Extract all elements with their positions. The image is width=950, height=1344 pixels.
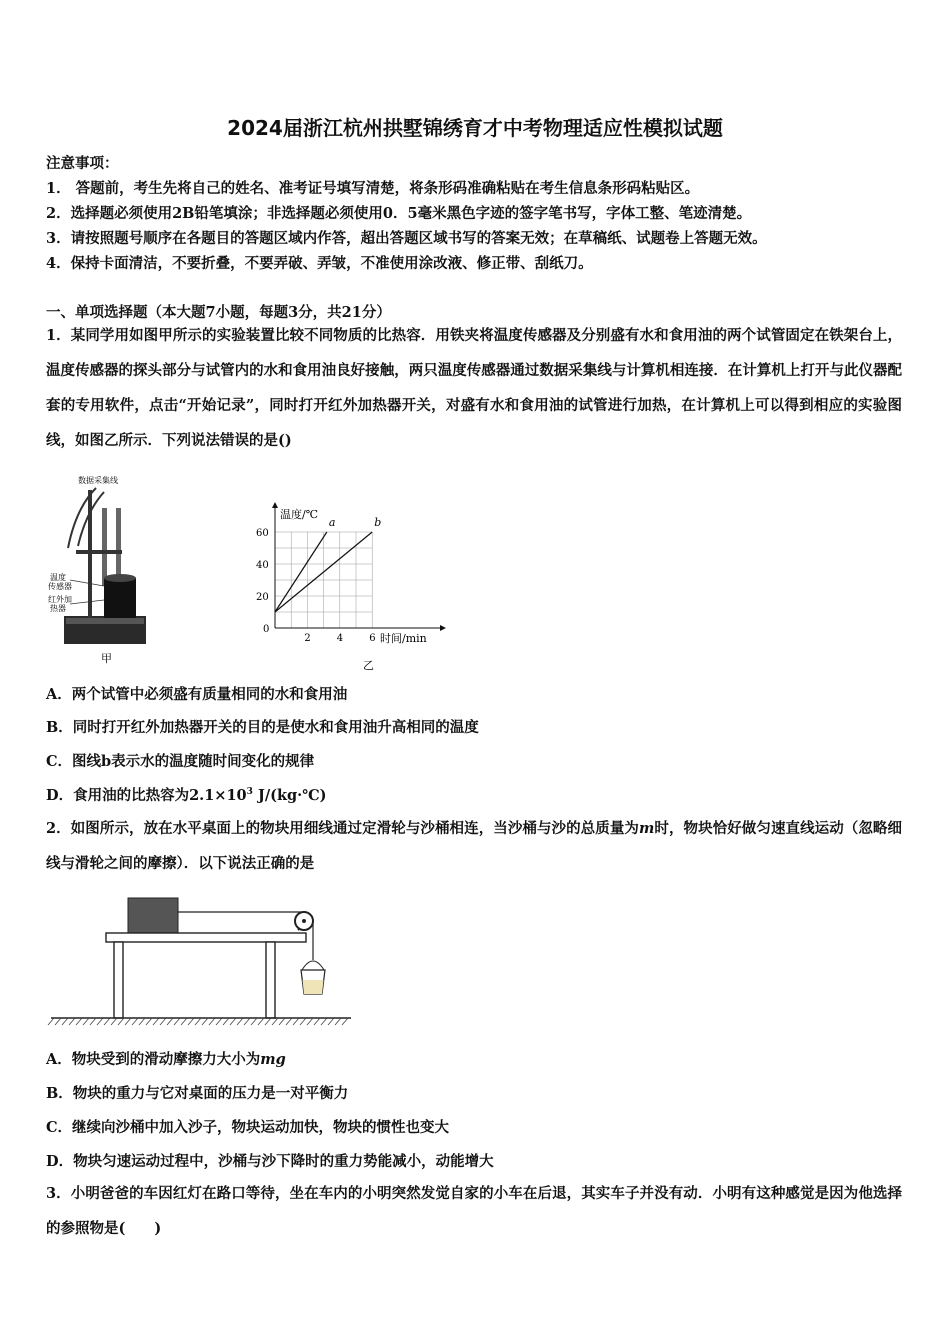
option-d: D．食用油的比热容为$2.1\times 10^3$ J/(kg·℃) (46, 787, 327, 804)
ground-hatch (167, 1018, 173, 1025)
ground-hatch (328, 1018, 334, 1025)
ground-hatch (209, 1018, 215, 1025)
ground-hatch (125, 1018, 131, 1025)
question-3-stem: 3．小明爸爸的车因红灯在路口等待，坐在车内的小明突然发觉自家的小车在后退，其实车子并没有动．小明有这种感觉是因为他选择的参照物是( ) (46, 1185, 902, 1237)
notice-heading: 注意事项： (46, 155, 119, 172)
heater (104, 578, 136, 618)
x-tick-label: 6 (369, 633, 376, 644)
ground-hatch (321, 1018, 327, 1025)
x-tick-label: 2 (304, 633, 311, 644)
ground-hatch (251, 1018, 257, 1025)
origin-label: 0 (263, 624, 270, 635)
option-b: B．物块的重力与它对桌面的压力是一对平衡力 (46, 1085, 349, 1102)
ground-hatch (111, 1018, 117, 1025)
ground-hatch (335, 1018, 341, 1025)
ground-hatch (132, 1018, 138, 1025)
ground-hatch (69, 1018, 75, 1025)
table-leg (266, 942, 275, 1018)
ground-hatch (153, 1018, 159, 1025)
ground-hatch (160, 1018, 166, 1025)
figure-caption: 乙 (363, 659, 374, 672)
y-tick-label: 40 (256, 560, 269, 571)
series-line-a (275, 532, 327, 612)
ground-hatch (286, 1018, 292, 1025)
ground-hatch (76, 1018, 82, 1025)
label-heater: 红外加热器 (48, 595, 72, 613)
ground-hatch (244, 1018, 250, 1025)
y-tick-label: 60 (256, 528, 269, 539)
notice-item: 1． 答题前，考生先将自己的姓名、准考证号填写清楚，将条形码准确粘贴在考生信息条形码粘贴区。 (46, 180, 700, 197)
x-axis-label: 时间/min (380, 632, 427, 645)
option-d: D．物块匀速运动过程中，沙桶与沙下降时的重力势能减小，动能增大 (46, 1153, 494, 1170)
apparatus-figure (46, 468, 156, 668)
table-leg (114, 942, 123, 1018)
ground-hatch (293, 1018, 299, 1025)
notice-item: 4．保持卡面清洁，不要折叠，不要弄破、弄皱，不准使用涂改液、修正带、刮纸刀。 (46, 255, 593, 272)
ground-hatch (97, 1018, 103, 1025)
ground-hatch (202, 1018, 208, 1025)
y-tick-label: 20 (256, 592, 269, 603)
ground-hatch (258, 1018, 264, 1025)
ground-hatch (223, 1018, 229, 1025)
label-data-line: 数据采集线 (78, 476, 118, 485)
ground-hatch (146, 1018, 152, 1025)
ground-hatch (230, 1018, 236, 1025)
ground-hatch (216, 1018, 222, 1025)
ground-hatch (174, 1018, 180, 1025)
ground-hatch (279, 1018, 285, 1025)
option-b: B．同时打开红外加热器开关的目的是使水和食用油升高相同的温度 (46, 719, 479, 736)
section-heading: 一、单项选择题（本大题7小题，每题3分，共21分） (46, 304, 391, 321)
ground-hatch (62, 1018, 68, 1025)
ground-hatch (300, 1018, 306, 1025)
ground-hatch (48, 1018, 54, 1025)
ground-hatch (83, 1018, 89, 1025)
label-sensor: 温度传感器 (48, 573, 72, 591)
ground-hatch (272, 1018, 278, 1025)
ground-hatch (195, 1018, 201, 1025)
notice-item: 3．请按照题号顺序在各题目的答题区域内作答，超出答题区域书写的答案无效；在草稿纸、试题卷上答题无效。 (46, 230, 767, 247)
ground-hatch (55, 1018, 61, 1025)
ground-hatch (265, 1018, 271, 1025)
table-top (106, 933, 306, 942)
series-label: b (374, 516, 382, 529)
option-a: A．物块受到的滑动摩擦力大小为mg (46, 1051, 286, 1068)
question-2-stem: 2．如图所示，放在水平桌面上的物块用细线通过定滑轮与沙桶相连，当沙桶与沙的总质量为m时，物块恰好做匀速直线运动（忽略细线与滑轮之间的摩擦）．以下说法正确的是 (46, 820, 903, 872)
x-tick-label: 4 (336, 633, 344, 644)
ground-hatch (139, 1018, 145, 1025)
block (128, 898, 178, 933)
temperature-chart (255, 500, 455, 672)
series-label: a (328, 516, 336, 529)
option-a: A．两个试管中必须盛有质量相同的水和食用油 (46, 686, 348, 703)
ground-hatch (188, 1018, 194, 1025)
ground-hatch (307, 1018, 313, 1025)
pulley-figure (46, 890, 366, 1030)
option-c: C．图线b表示水的温度随时间变化的规律 (46, 753, 315, 770)
figure-caption: 甲 (101, 652, 112, 665)
y-axis-label: 温度/℃ (280, 508, 319, 521)
page-title: 2024届浙江杭州拱墅锦绣育才中考物理适应性模拟试题 (227, 116, 723, 140)
ground-hatch (314, 1018, 320, 1025)
ground-hatch (104, 1018, 110, 1025)
option-c: C．继续向沙桶中加入沙子，物块运动加快，物块的惯性也变大 (46, 1119, 450, 1136)
ground-hatch (237, 1018, 243, 1025)
ground-hatch (181, 1018, 187, 1025)
question-1-stem: 1．某同学用如图甲所示的实验装置比较不同物质的比热容．用铁夹将温度传感器及分别盛有水和食用油的两个试管固定在铁架台上，温度传感器的探头部分与试管内的水和食用油良好接触，两只温度传感器通过数据采集线与计算机相连接．在计算机上打开与此仪器配套的专用软件，点击“开始记录”，同时打开红外加热器开关，对盛有水和食用油的试管进行加热，在计算机上可以得到相应的实验图线，如图乙所示．下列说法错误的是() (46, 327, 902, 449)
ground-hatch (342, 1018, 348, 1025)
notice-item: 2．选择题必须使用2B铅笔填涂；非选择题必须使用0．5毫米黑色字迹的签字笔书写，字体工整、笔迹清楚。 (46, 205, 752, 222)
ground-hatch (90, 1018, 96, 1025)
ground-hatch (118, 1018, 124, 1025)
